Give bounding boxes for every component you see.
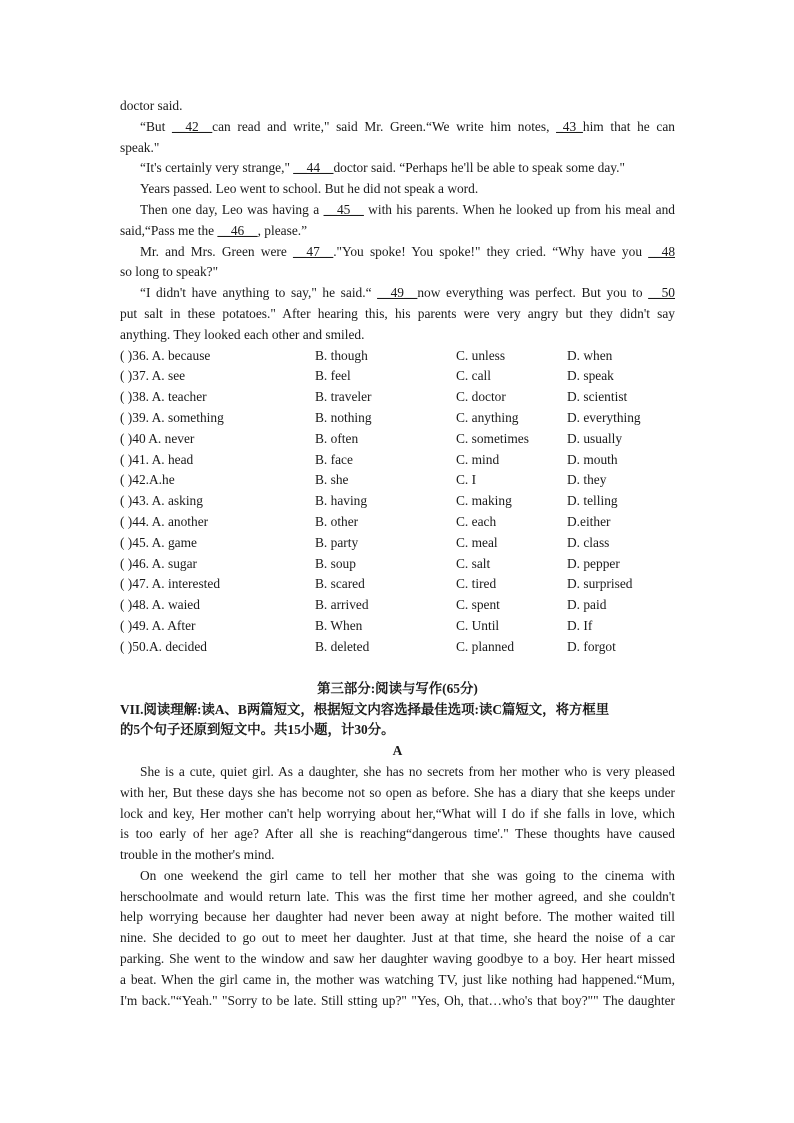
cloze-line: Years passed. Leo went to school. But he did not speak a word. <box>140 181 479 197</box>
choice-b: B. nothing <box>315 409 372 425</box>
text-segment: said,“Pass me the <box>120 222 218 238</box>
choice-d: D. pepper <box>567 555 620 571</box>
choice-d: D.either <box>567 513 611 529</box>
choice-d: D. paid <box>567 597 607 613</box>
option-row <box>120 366 675 387</box>
passage_a-line: She is a cute, quiet girl. As a daughter, she has no secrets from her mother who is very pleased <box>140 763 675 779</box>
choice-d: D. scientist <box>567 389 628 405</box>
passage_a-line: trouble in the mother's mind. <box>120 847 275 863</box>
cloze-line <box>120 158 675 179</box>
cloze-line <box>120 283 675 304</box>
choice-c: C. spent <box>456 597 500 613</box>
question-choice-a: ( )44. A. another <box>120 513 209 529</box>
choice-b: B. often <box>315 430 359 446</box>
question-choice-a: ( )50.A. decided <box>120 638 208 654</box>
choice-c: C. planned <box>456 638 515 654</box>
option-row <box>120 554 675 575</box>
cloze-line <box>120 242 675 263</box>
choice-d: D. telling <box>567 493 618 509</box>
passage_a-line: parking. She went to the window and saw her daughter waving goodbye to a boy. Her heart missed <box>120 951 675 967</box>
cloze-line: speak." <box>120 139 160 155</box>
choice-d: D. speak <box>567 368 614 384</box>
text-segment: “It's certainly very strange," <box>140 160 294 176</box>
choice-b: B. face <box>315 451 353 467</box>
section-instruction-line1: VII.阅读理解:读A、B两篇短文，根据短文内容选择最佳选项:读C篇短文，将方框里 <box>120 701 610 717</box>
question-choice-a: ( )45. A. game <box>120 534 197 550</box>
choice-d: D. usually <box>567 430 623 446</box>
question-choice-a: ( )48. A. waied <box>120 597 200 613</box>
choice-c: C. each <box>456 513 497 529</box>
section-instruction-line2: 的5个句子还原到短文中。共15小题，计30分。 <box>120 722 395 738</box>
blank-number: __49__ <box>377 285 418 301</box>
text-segment: “But <box>140 118 172 134</box>
question-choice-a: ( )42.A.he <box>120 472 175 488</box>
passage_a-line: is too early of her age? After all she is reaching“dangerous time'." These thoughts have caused <box>120 826 675 842</box>
choice-b: B. having <box>315 493 368 509</box>
question-choice-a: ( )47. A. interested <box>120 576 221 592</box>
choice-b: B. arrived <box>315 597 369 613</box>
choice-b: B. scared <box>315 576 365 592</box>
cloze-line <box>120 117 675 138</box>
choice-d: D. everything <box>567 409 641 425</box>
choice-c: C. sometimes <box>456 430 529 446</box>
choice-d: D. class <box>567 534 610 550</box>
choice-b: B. When <box>315 617 363 633</box>
choice-c: C. I <box>456 472 477 488</box>
option-row <box>120 387 675 408</box>
passage_a-line: a beat. When the girl came in, the mother was watching TV, just like nothing had happened.“Mum, <box>120 971 675 987</box>
text-segment: , please.” <box>257 222 308 238</box>
choice-c: C. call <box>456 368 491 384</box>
question-choice-a: ( )49. A. After <box>120 617 196 633</box>
cloze-line <box>120 200 675 221</box>
choice-b: B. party <box>315 534 359 550</box>
passage_a-line: help worrying because her daughter had never been away at night before. The mother waited till <box>120 909 675 925</box>
choice-c: C. Until <box>456 617 500 633</box>
choice-b: B. traveler <box>315 389 372 405</box>
question-choice-a: ( )37. A. see <box>120 368 186 384</box>
question-choice-a: ( )39. A. something <box>120 409 224 425</box>
choice-c: C. meal <box>456 534 498 550</box>
text-segment: with his parents. When he looked up from his meal and <box>363 201 675 217</box>
option-row <box>120 637 675 658</box>
choice-b: B. soup <box>315 555 356 571</box>
choice-c: C. unless <box>456 347 506 363</box>
text-segment: him that he can <box>582 118 675 134</box>
option-row <box>120 512 675 533</box>
passage-a <box>120 762 675 1012</box>
text-segment: Then one day, Leo was having a <box>140 201 324 217</box>
option-row <box>120 429 675 450</box>
option-row <box>120 450 675 471</box>
text-segment: doctor said. “Perhaps he'll be able to speak some day." <box>333 160 625 176</box>
choice-c: C. tired <box>456 576 497 592</box>
passage_a-line: lock and key, Her mother can't help worrying about her,“What will I do if she falls in love, which <box>120 805 675 821</box>
choice-b: B. deleted <box>315 638 370 654</box>
option-row <box>120 346 675 367</box>
choice-c: C. making <box>456 493 512 509</box>
option-row <box>120 574 675 595</box>
question-choice-a: ( )43. A. asking <box>120 493 203 509</box>
cloze-line: so long to speak?" <box>120 264 219 280</box>
text-segment: ."You spoke! You spoke!" they cried. “Why have you <box>333 243 649 259</box>
blank-number: __45__ <box>323 201 364 217</box>
choice-b: B. though <box>315 347 368 363</box>
choice-b: B. other <box>315 513 359 529</box>
passage_a-line: nine. She decided to go out to meet her daughter. Just at that time, she heard the noise of a car <box>120 930 675 946</box>
cloze-line <box>120 221 675 242</box>
passage_a-line: I'm back."“Yeah." "Sorry to be late. Still stting up?" "Yes, Oh, that…who's that boy?"" The daughter <box>120 992 675 1008</box>
option-row <box>120 616 675 637</box>
choice-c: C. mind <box>456 451 500 467</box>
option-row <box>120 408 675 429</box>
cloze-options <box>120 346 675 658</box>
choice-d: D. If <box>567 617 593 633</box>
part-three-title: 第三部分:阅读与写作(65分) <box>317 680 478 696</box>
text-segment: now everything was perfect. But you to <box>417 285 649 301</box>
cloze-line: put salt in these potatoes." After hearing this, his parents were very angry but they didn't say <box>120 305 675 321</box>
choice-c: C. anything <box>456 409 519 425</box>
choice-d: D. surprised <box>567 576 633 592</box>
question-choice-a: ( )38. A. teacher <box>120 389 207 405</box>
option-row <box>120 491 675 512</box>
question-choice-a: ( )46. A. sugar <box>120 555 197 571</box>
text-segment: Mr. and Mrs. Green were <box>140 243 294 259</box>
option-row <box>120 595 675 616</box>
passage_a-line: with her, But these days she has become not so open as before. She has a diary that she keeps under <box>120 784 675 800</box>
blank-number: __50 <box>648 285 675 301</box>
cloze-line: anything. They looked each other and smiled. <box>120 326 365 342</box>
choice-d: D. they <box>567 472 607 488</box>
choice-b: B. feel <box>315 368 351 384</box>
blank-number: __46__ <box>217 222 258 238</box>
option-row <box>120 533 675 554</box>
option-row <box>120 470 675 491</box>
question-choice-a: ( )41. A. head <box>120 451 194 467</box>
cloze-passage <box>120 96 675 346</box>
passage_a-line: On one weekend the girl came to tell her mother that she was going to the cinema with <box>140 867 675 883</box>
text-segment: “I didn't have anything to say," he said.“ <box>140 285 378 301</box>
exam-page <box>120 96 675 1011</box>
blank-number: __42__ <box>171 118 213 134</box>
choice-c: C. salt <box>456 555 491 571</box>
choice-d: D. mouth <box>567 451 618 467</box>
choice-d: D. when <box>567 347 613 363</box>
question-choice-a: ( )36. A. because <box>120 347 211 363</box>
cloze-line: doctor said. <box>120 98 183 113</box>
blank-number: __48 <box>648 243 675 259</box>
blank-number: __47__ <box>293 243 334 259</box>
choice-d: D. forgot <box>567 638 616 654</box>
choice-b: B. she <box>315 472 349 488</box>
passage_a-line: herschoolmate and would return late. This was the first time her mother agreed, and she couldn't <box>120 888 675 904</box>
passage-letter: A <box>392 743 403 759</box>
text-segment: can read and write," said Mr. Green.“We write him notes, <box>212 118 557 134</box>
choice-c: C. doctor <box>456 389 506 405</box>
blank-number: __44__ <box>293 160 334 176</box>
blank-number: _43_ <box>556 118 583 134</box>
question-choice-a: ( )40 A. never <box>120 430 195 446</box>
